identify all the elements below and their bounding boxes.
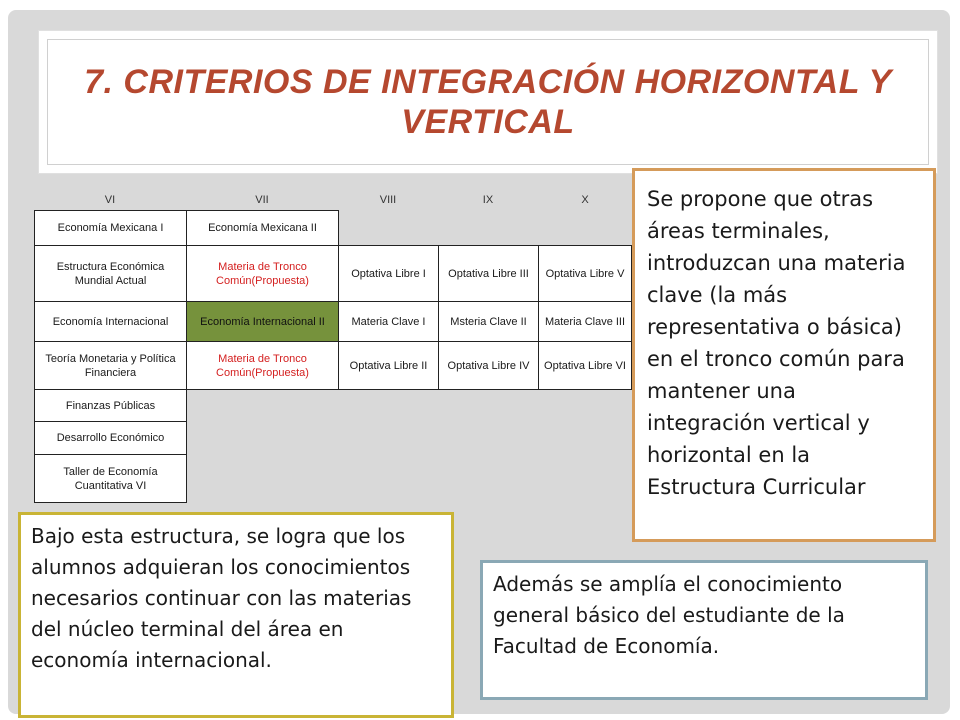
table-header: IX (482, 194, 494, 206)
table-cell: Economía Mexicana I (34, 210, 187, 246)
table-cell: Finanzas Públicas (34, 389, 187, 422)
table-cell: Economía Internacional (34, 301, 187, 342)
table-cell: Teoría Monetaria y Política Financiera (34, 341, 187, 390)
slide-title: 7. CRITERIOS DE INTEGRACIÓN HORIZONTAL Y VERTICAL (84, 63, 892, 141)
table-cell: Desarrollo Económico (34, 421, 187, 455)
table-cell: Optativa Libre II (338, 341, 439, 390)
table-header: VII (255, 194, 269, 206)
title-frame (47, 39, 929, 165)
table-cell: Materia Clave III (538, 301, 632, 342)
table-cell: Economía Mexicana II (186, 210, 339, 246)
note-bottom-left: Bajo esta estructura, se logra que los alumnos adquieran los conocimientos necesarios continuar con las materias del núcleo terminal del área en economía internacional. (18, 512, 454, 718)
table-cell-highlight: Materia de Tronco Común(Propuesta) (186, 245, 339, 302)
table-cell: Estructura Económica Mundial Actual (34, 245, 187, 302)
table-cell: Optativa Libre III (438, 245, 539, 302)
table-cell-green: Economía Internacional II (186, 301, 339, 342)
table-cell: Optativa Libre V (538, 245, 632, 302)
table-header: X (581, 194, 589, 206)
table-cell: Optativa Libre I (338, 245, 439, 302)
title-box (38, 30, 938, 174)
table-cell: Msteria Clave II (438, 301, 539, 342)
note-bottom-right: Además se amplía el conocimiento general básico del estudiante de la Facultad de Economía. (480, 560, 928, 700)
table-cell: Taller de Economía Cuantitativa VI (34, 454, 187, 503)
table-header: VIII (379, 194, 397, 206)
table-cell-highlight: Materia de Tronco Común(Propuesta) (186, 341, 339, 390)
note-right: Se propone que otras áreas terminales, introduzcan una materia clave (la más representativa o básica) en el tronco común para mantener una integración vertical y horizontal en la Estructura Curricular (632, 168, 936, 542)
table-cell: Optativa Libre VI (538, 341, 632, 390)
table-cell: Optativa Libre IV (438, 341, 539, 390)
table-header: VI (104, 194, 116, 206)
table-cell: Materia Clave I (338, 301, 439, 342)
